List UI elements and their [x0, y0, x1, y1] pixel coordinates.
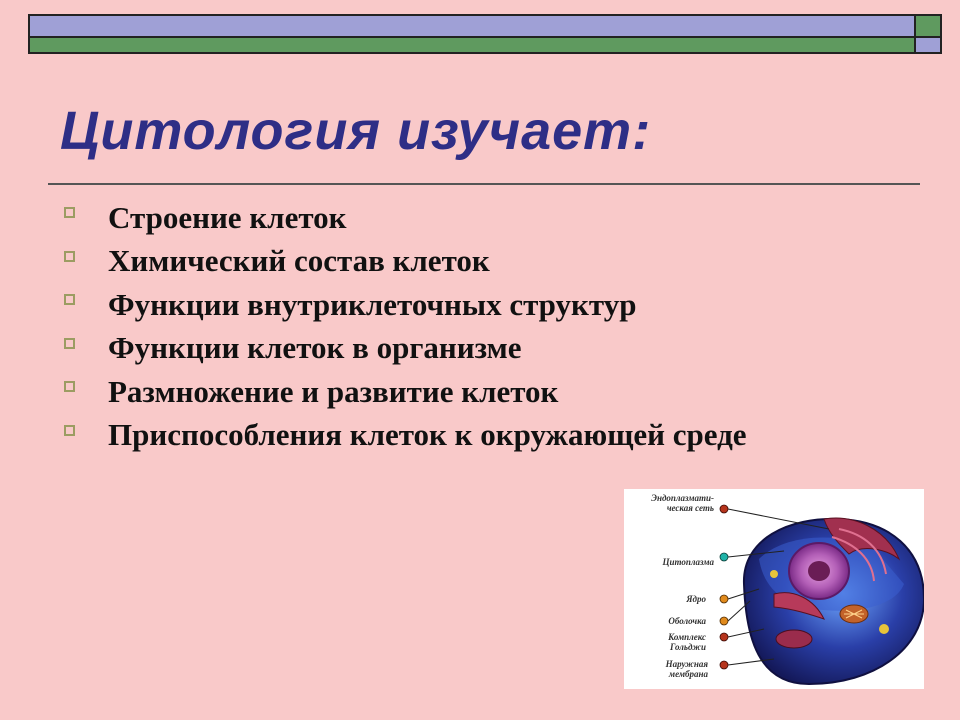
decorative-header-bar — [28, 14, 942, 54]
label-membrane: Наружная мембрана — [665, 659, 708, 679]
square-bullet-icon — [64, 207, 75, 218]
title-divider — [48, 183, 920, 185]
bullet-text: Функции клеток в организме — [108, 330, 522, 366]
slide-title: Цитология изучает: — [60, 101, 652, 161]
bullet-text: Приспособления клеток к окружающей среде — [108, 417, 747, 453]
bullet-item — [64, 283, 747, 327]
label-er: Эндоплазмати- ческая сеть — [651, 493, 714, 513]
label-shell: Оболочка — [668, 616, 706, 626]
bullet-item — [64, 327, 747, 371]
label-golgi: Комплекс Гольджи — [668, 632, 706, 652]
bullet-item — [64, 414, 747, 458]
bullet-item — [64, 370, 747, 414]
bullet-text: Химический состав клеток — [108, 243, 490, 279]
bullet-list — [64, 196, 747, 457]
square-bullet-icon — [64, 294, 75, 305]
bullet-text: Размножение и развитие клеток — [108, 373, 559, 409]
bullet-item — [64, 240, 747, 284]
header-square-green — [916, 14, 942, 38]
header-band-purple — [28, 14, 916, 38]
label-cytoplasm: Цитоплазма — [662, 557, 714, 567]
bullet-item — [64, 196, 747, 240]
bullet-text: Строение клеток — [108, 199, 347, 235]
square-bullet-icon — [64, 338, 75, 349]
cell-diagram — [624, 489, 924, 689]
square-bullet-icon — [64, 381, 75, 392]
header-band-green — [28, 38, 916, 54]
square-bullet-icon — [64, 251, 75, 262]
bullet-text: Функции внутриклеточных структур — [108, 286, 637, 322]
square-bullet-icon — [64, 425, 75, 436]
label-nucleus: Ядро — [686, 594, 706, 604]
header-square-purple — [916, 38, 942, 54]
